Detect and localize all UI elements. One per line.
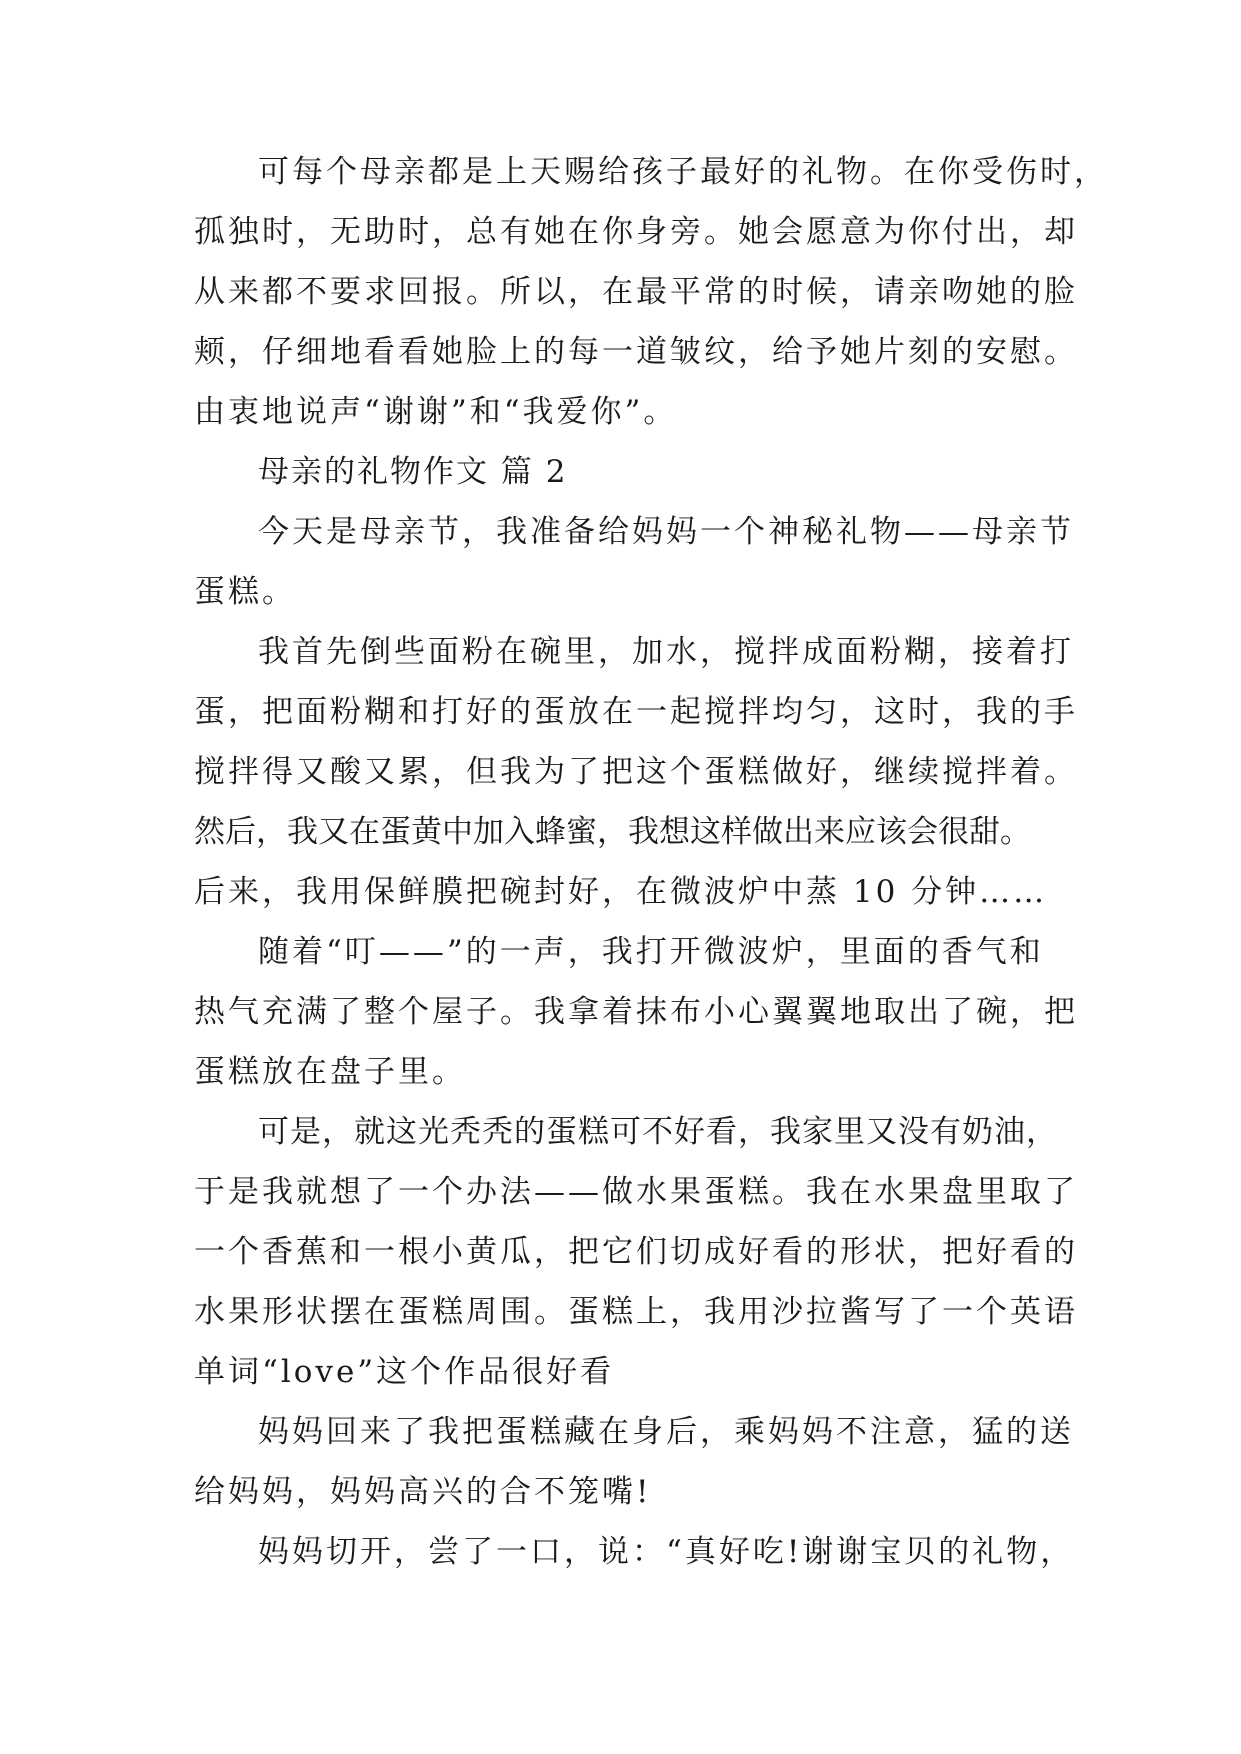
paragraph-line: 热气充满了整个屋子。我拿着抹布小心翼翼地取出了碗，把 [194,994,1078,1030]
paragraph-line: 我首先倒些面粉在碗里，加水，搅拌成面粉糊，接着打 [258,634,1074,670]
section-heading: 母亲的礼物作文 篇 2 [258,454,568,490]
paragraph-line: 孤独时，无助时，总有她在你身旁。她会愿意为你付出，却 [194,214,1078,250]
paragraph-line: 今天是母亲节，我准备给妈妈一个神秘礼物——母亲节 [258,514,1074,550]
paragraph-line: 随着“叮——”的一声，我打开微波炉，里面的香气和 [258,934,1044,970]
paragraph-line: 后来，我用保鲜膜把碗封好，在微波炉中蒸 10 分钟…… [194,874,1048,910]
paragraph-line: 蛋糕。 [194,574,296,610]
paragraph-line: 由衷地说声“谢谢”和“我爱你”。 [194,394,678,430]
paragraph-line: 蛋糕放在盘子里。 [194,1054,466,1090]
paragraph-line: 给妈妈，妈妈高兴的合不笼嘴! [194,1474,652,1510]
paragraph-line: 可是，就这光秃秃的蛋糕可不好看，我家里又没有奶油， [258,1114,1058,1150]
paragraph-line: 妈妈回来了我把蛋糕藏在身后，乘妈妈不注意，猛的送 [258,1414,1074,1450]
paragraph-line: 妈妈切开，尝了一口，说：“真好吃!谢谢宝贝的礼物， [258,1534,1075,1570]
paragraph-line: 蛋，把面粉糊和打好的蛋放在一起搅拌均匀，这时，我的手 [194,694,1078,730]
paragraph-line: 搅拌得又酸又累，但我为了把这个蛋糕做好，继续搅拌着。 [194,754,1078,790]
paragraph-line: 然后，我又在蛋黄中加入蜂蜜，我想这样做出来应该会很甜。 [194,814,1031,850]
paragraph-line: 颊，仔细地看看她脸上的每一道皱纹，给予她片刻的安慰。 [194,334,1078,370]
paragraph-line: 从来都不要求回报。所以，在最平常的时候，请亲吻她的脸 [194,274,1078,310]
paragraph-line: 一个香蕉和一根小黄瓜，把它们切成好看的形状，把好看的 [194,1234,1078,1270]
paragraph-line: 单词“love”这个作品很好看 [194,1354,615,1390]
paragraph-line: 水果形状摆在蛋糕周围。蛋糕上，我用沙拉酱写了一个英语 [194,1294,1078,1330]
paragraph-line: 于是我就想了一个办法——做水果蛋糕。我在水果盘里取了 [194,1174,1078,1210]
paragraph-line: 可每个母亲都是上天赐给孩子最好的礼物。在你受伤时， [258,154,1108,190]
